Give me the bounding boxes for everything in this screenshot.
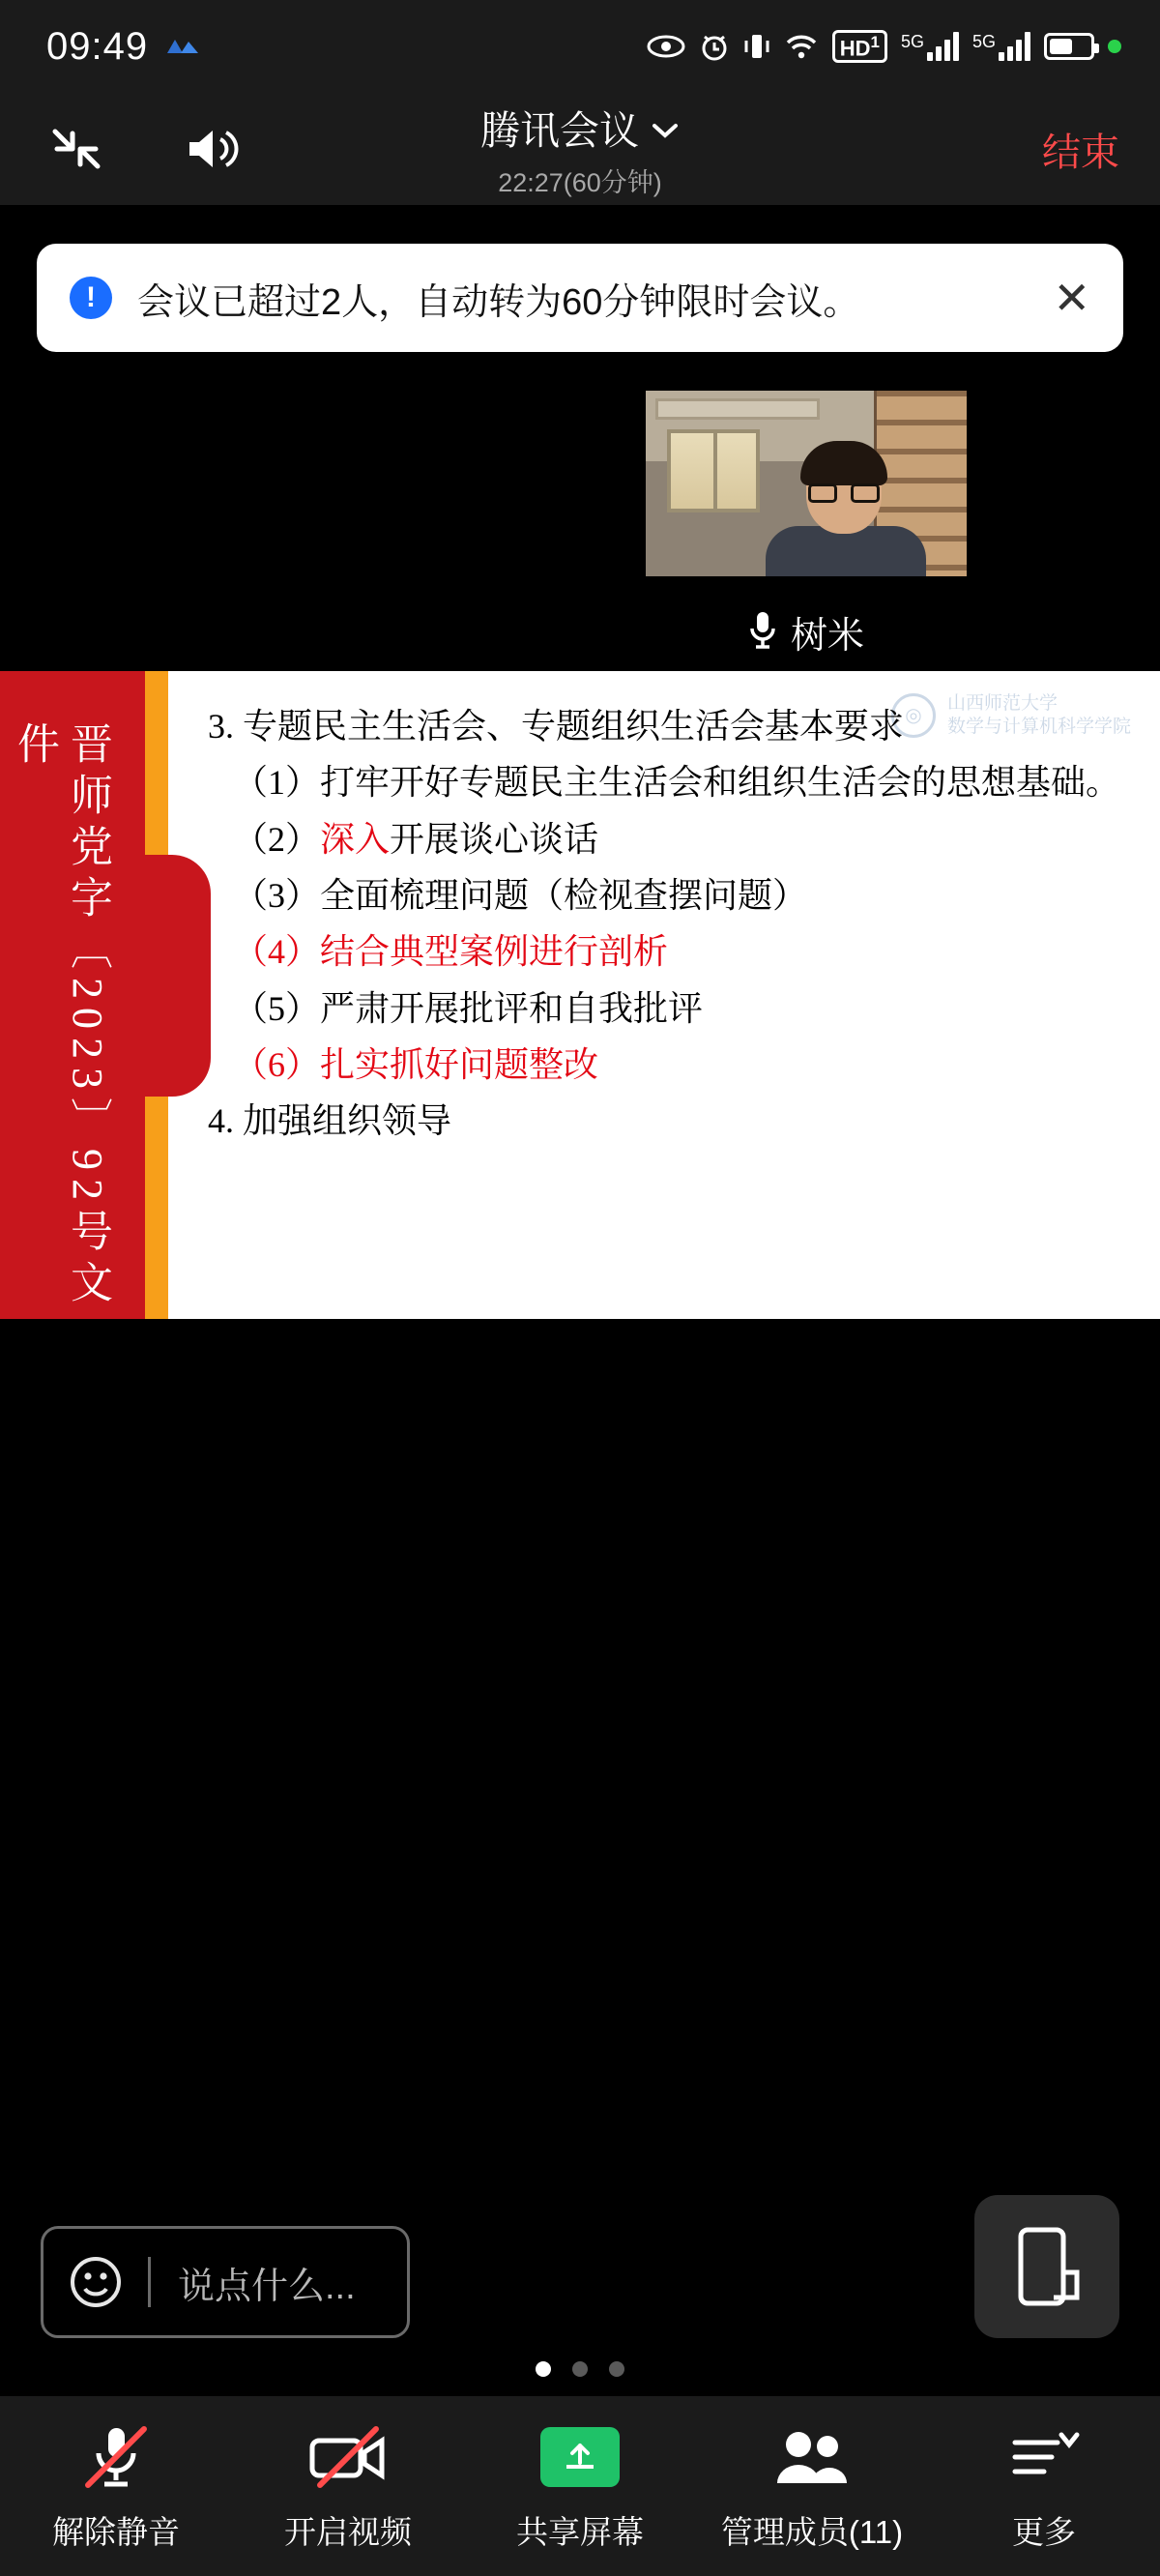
watermark-line2: 数学与计算机科学学院 — [946, 716, 1131, 737]
collapse-arrows-icon[interactable] — [41, 113, 112, 185]
slide-document-number: 晋师党字〔2023〕92号文件 — [11, 721, 111, 1311]
mic-on-icon — [748, 609, 777, 655]
battery-icon — [1044, 33, 1094, 60]
slide-line: （3）全面梳理问题（检视查摆问题） — [233, 875, 808, 915]
chevron-down-icon — [651, 104, 680, 150]
slide-line: 3. 专题民主生活会、专题组织生活会基本要求 — [208, 707, 905, 746]
tab-label: 解除静音 — [52, 2513, 180, 2550]
tab-unmute[interactable] — [0, 2396, 232, 2576]
vibrate-icon — [743, 31, 770, 62]
participant-name-row — [646, 605, 967, 659]
banner-wrapper — [0, 205, 1160, 352]
slide-red-tab — [145, 855, 211, 1097]
tab-start-video[interactable] — [232, 2396, 464, 2576]
limit-banner — [37, 244, 1123, 352]
self-video-tile[interactable] — [646, 391, 967, 576]
tab-label: 共享屏幕 — [516, 2513, 644, 2550]
eye-icon — [647, 34, 685, 59]
emoji-icon[interactable] — [44, 2254, 148, 2310]
pager-dot[interactable] — [572, 2361, 588, 2377]
glasses — [808, 483, 880, 503]
page-title: 腾讯会议 — [480, 108, 639, 153]
window — [667, 429, 760, 512]
chat-input[interactable] — [41, 2226, 410, 2338]
slide-line-emphasis: 深入 — [320, 819, 391, 859]
slide-line: （5）严肃开展批评和自我批评 — [233, 988, 704, 1028]
tab-share-screen[interactable] — [464, 2396, 696, 2576]
recording-dot — [1108, 40, 1121, 53]
meeting-header-left — [41, 113, 247, 185]
signal-2-icon: 5G — [972, 32, 1030, 61]
video-off-icon — [306, 2420, 390, 2494]
university-seal-icon: ◎ — [891, 693, 936, 738]
video-frame — [646, 391, 967, 576]
status-bar — [0, 0, 1160, 93]
chat-input-placeholder: 说点什么... — [178, 2266, 356, 2307]
tab-label: 更多 — [1012, 2513, 1076, 2550]
signal-1-icon: 5G — [901, 32, 959, 61]
meeting-duration: 22:27(60分钟) — [498, 168, 662, 197]
slide-line: （1）打牢开好专题民主生活会和组织生活会的思想基础。 — [233, 763, 1121, 803]
status-clock: 09:49 — [46, 24, 149, 68]
slide-body — [208, 698, 1141, 1150]
share-screen-box — [540, 2427, 620, 2487]
wifi-icon — [784, 33, 819, 60]
watermark-line1: 山西师范大学 — [946, 693, 1058, 714]
tab-label: 开启视频 — [284, 2513, 412, 2550]
hd-icon: $HD^1$ — [832, 30, 887, 63]
weather-icon — [165, 34, 200, 59]
tab-label: 管理成员(11) — [720, 2513, 904, 2550]
slide-line-prefix: （2） — [233, 819, 321, 859]
slide-line: （4）结合典型案例进行剖析 — [233, 932, 669, 972]
tab-manage-members[interactable] — [696, 2396, 928, 2576]
pager-dot[interactable] — [536, 2361, 551, 2377]
slide-line-suffix: 开展谈心谈话 — [390, 819, 599, 859]
pager-dots[interactable] — [0, 2361, 1160, 2377]
status-right — [647, 30, 1121, 63]
composer-row — [0, 2195, 1160, 2338]
close-icon[interactable]: ✕ — [1053, 273, 1090, 323]
slide-line: 4. 加强组织领导 — [208, 1101, 452, 1141]
mic-off-icon — [86, 2420, 146, 2494]
more-icon — [1005, 2420, 1083, 2494]
members-icon — [771, 2420, 853, 2494]
participant-name: 树米 — [790, 616, 864, 657]
meeting-title-button[interactable] — [480, 99, 680, 156]
video-area — [0, 352, 1160, 671]
ceiling-light — [655, 398, 820, 420]
speaker-on-icon[interactable] — [176, 113, 247, 185]
tab-more[interactable] — [928, 2396, 1160, 2576]
bottom-tab-bar — [0, 2396, 1160, 2576]
share-screen-icon — [540, 2420, 620, 2494]
banner-message: 会议已超过2人，自动转为60分钟限时会议。 — [137, 281, 860, 323]
shared-screen-slide[interactable] — [0, 671, 1160, 1319]
pager-dot[interactable] — [609, 2361, 624, 2377]
phone-share-icon[interactable] — [974, 2195, 1119, 2338]
info-icon: ! — [70, 277, 112, 319]
alarm-icon — [699, 31, 730, 62]
slide-line: （6）扎实抓好问题整改 — [233, 1044, 599, 1084]
status-left — [46, 25, 200, 69]
end-meeting-button[interactable]: 结束 — [1042, 131, 1119, 174]
meeting-header — [0, 93, 1160, 205]
slide-line — [208, 811, 1141, 867]
